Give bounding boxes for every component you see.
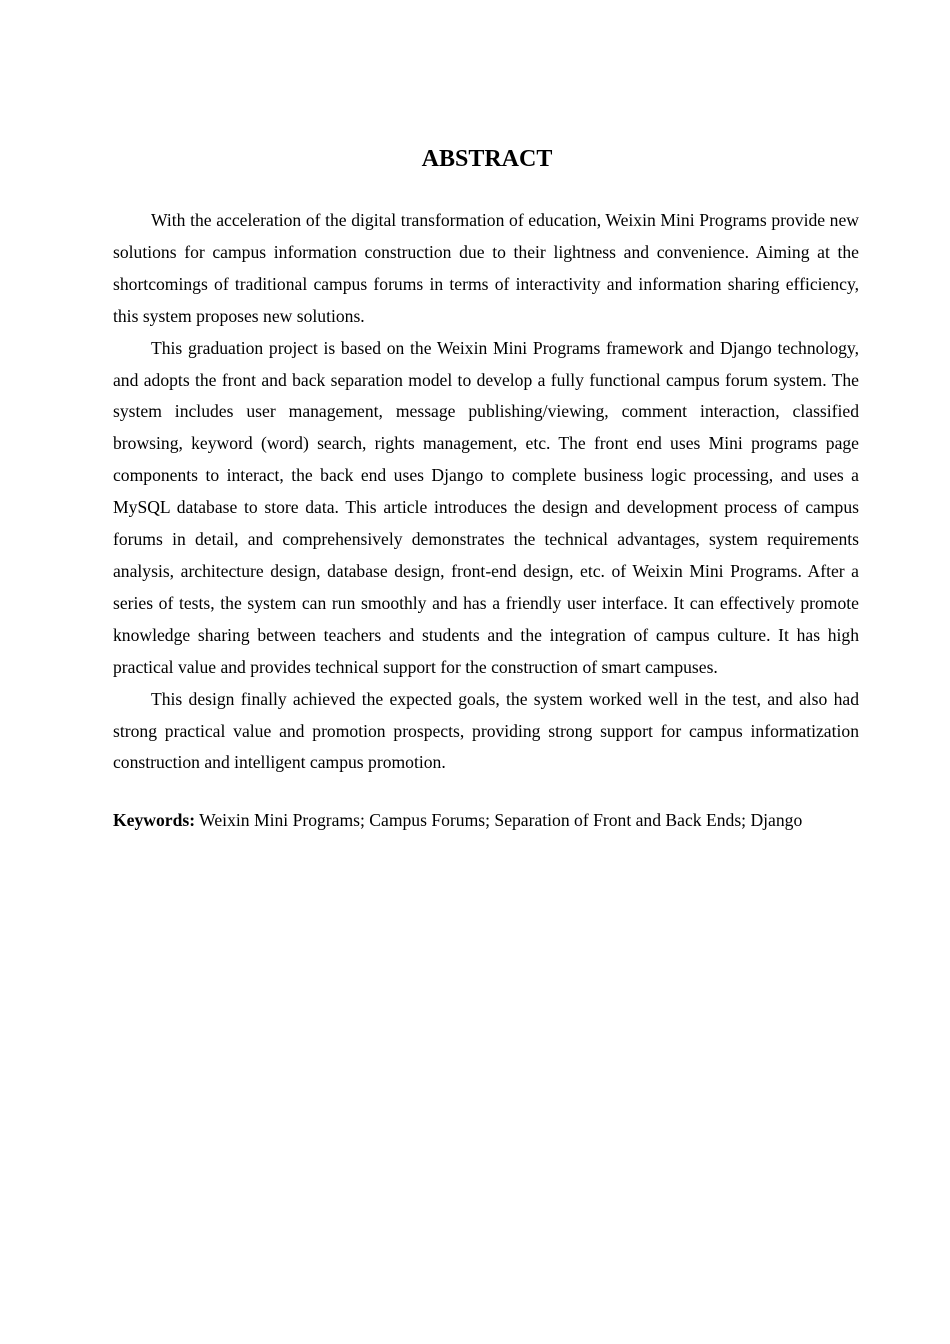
abstract-paragraph-3: This design finally achieved the expected goals, the system worked well in the test, and also had strong practical value and promotion prospects, providing strong support for campus informatization construction and intelligent campus promotion. bbox=[113, 688, 859, 773]
keywords-label: Keywords: bbox=[113, 810, 196, 831]
abstract-paragraph-2: This graduation project is based on the Weixin Mini Programs framework and Django technology, and adopts the front and back separation model to develop a fully functional campus forum system. The system includes user management, message publishing/viewing, comment interaction, classified browsing, keyword (word) search, rights management, etc. The front end uses Mini programs page components to interact, the back end uses Django to complete business logic processing, and uses a MySQL database to store data. This article introduces the design and development process of campus forums in detail, and comprehensively demonstrates the technical advantages, system requirements analysis, architecture design, database design, front-end design, etc. of Weixin Mini Programs. After a series of tests, the system can run smoothly and has a friendly user interface. It can effectively promote knowledge sharing between teachers and students and the integration of campus culture. It has high practical value and provides technical support for the construction of smart campuses. bbox=[113, 337, 859, 677]
abstract-section bbox=[113, 143, 859, 837]
keywords-text: Weixin Mini Programs; Campus Forums; Separation of Front and Back Ends; Django bbox=[195, 810, 803, 831]
abstract-paragraph-1: With the acceleration of the digital transformation of education, Weixin Mini Programs provide new solutions for campus information construction due to their lightness and convenience. Aiming at the shortcomings of traditional campus forums in terms of interactivity and information sharing efficiency, this system proposes new solutions. bbox=[113, 210, 859, 326]
page-title: ABSTRACT bbox=[421, 146, 553, 172]
keywords-line bbox=[113, 805, 859, 837]
abstract-body bbox=[113, 205, 859, 779]
